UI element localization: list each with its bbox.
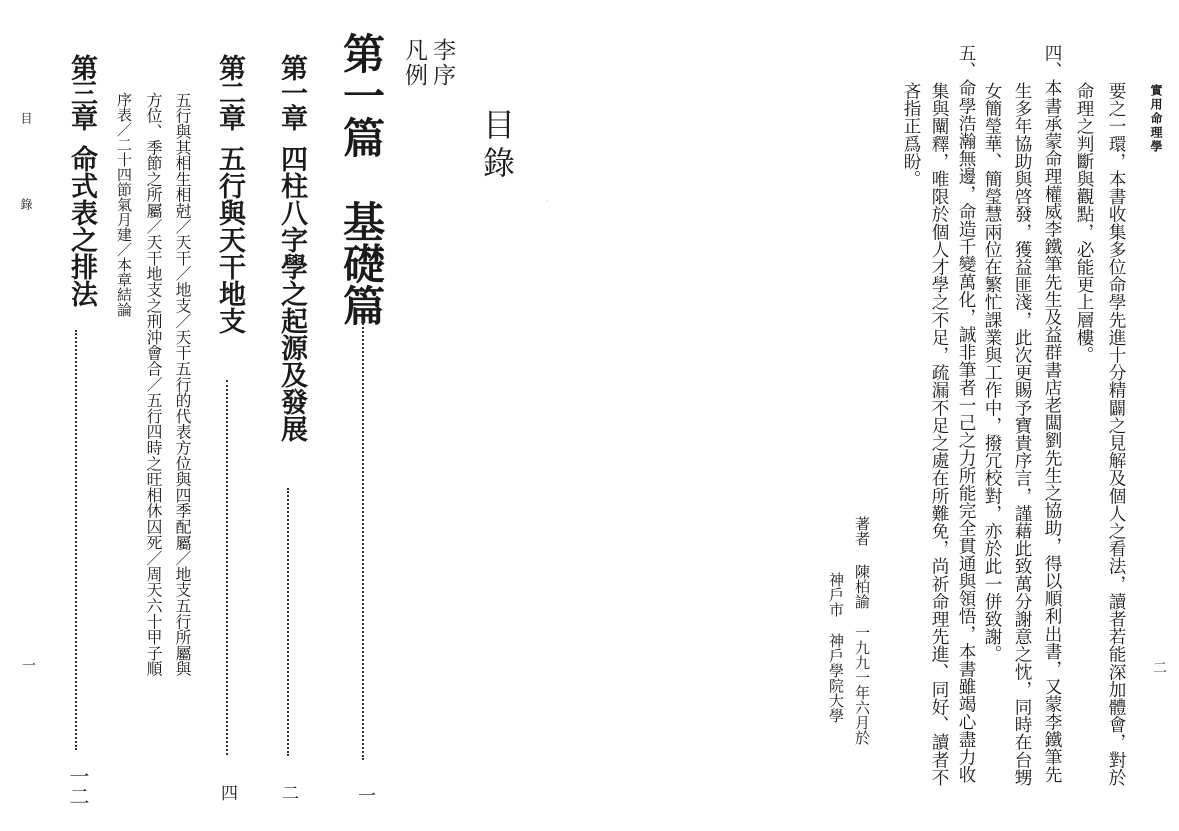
front-matter-lixu: 李序 — [429, 38, 455, 88]
preface-column-7: 集與闡釋，唯限於個人才學之不足，疏漏不足之處在所難免，尚祈命理先進、同好、讀者不 — [929, 82, 949, 786]
left-running-head: 目 錄 — [19, 112, 33, 240]
preface-column-4: 生多年協助與啓發，獲益匪淺，此次更賜予寶貴序言，謹藉此致萬分謝意之忱，同時在台甥 — [1012, 82, 1032, 786]
chapter-1-number: 第一章 — [276, 54, 307, 129]
chapter-3-heading — [62, 54, 101, 794]
front-matter-fanli: 凡例 — [401, 38, 427, 88]
left-page-number: 一 — [20, 658, 36, 672]
page-fold-mark: ˙ — [545, 200, 550, 211]
author-label: 著者 — [853, 516, 871, 546]
right-page-number: 二 — [1151, 660, 1167, 674]
author-name: 陳柏諭 — [853, 564, 871, 609]
right-running-head: 實用命理學 — [1149, 84, 1163, 154]
chapter-2-detail-line-1: 五行與其相生相尅／天干／地支／天干五行的代表方位與四季配屬／地支五行所屬與 — [173, 92, 192, 677]
chapter-1-leader-dots — [287, 488, 289, 756]
part-1-heading: 第一篇 基礎篇 — [337, 32, 386, 326]
toc-title: 目錄 — [478, 108, 516, 184]
signature-date: 一九九一年六月於 — [853, 625, 871, 745]
chapter-2-heading — [210, 54, 249, 334]
chapter-1-title: 四柱八字學之起源及發展 — [276, 145, 307, 442]
preface-column-6: 五、命學浩瀚無邊，命造千變萬化，誠非筆者一己之力所能完全貫通與領悟，本書雖竭心盡力收 — [956, 44, 976, 784]
chapter-2-detail-line-2: 方位、季節之所屬／天干地支之刑沖會合／五行四時之旺相休囚死／周天六十甲子順 — [144, 92, 163, 677]
preface-column-1: 要之一環，本書收集多位命學先進十分精闢之見解及個人之看法，讀者若能深加體會，對於 — [1106, 82, 1126, 786]
chapter-3-page: 一二 — [66, 766, 90, 806]
chapter-2-number: 第二章 — [214, 54, 245, 129]
part-1-page: 一 — [355, 786, 376, 804]
chapter-1-heading — [272, 54, 311, 442]
part-1-leader-dots — [362, 320, 364, 760]
chapter-3-title: 命式表之排法 — [66, 145, 97, 307]
chapter-2-leader-dots — [226, 380, 228, 755]
preface-column-2: 命理之判斷與觀點，必能更上層樓。 — [1074, 82, 1094, 364]
signature-place — [826, 572, 846, 723]
chapter-2-title: 五行與天干地支 — [214, 145, 245, 334]
place-name: 神戶學院大學 — [827, 633, 845, 723]
chapter-1-page: 二 — [278, 784, 298, 801]
preface-column-8: 吝指正爲盼。 — [901, 82, 921, 188]
chapter-3-number: 第三章 — [66, 54, 97, 129]
chapter-3-leader-dots — [75, 330, 77, 750]
preface-column-3: 四、本書承蒙命理權威李鐵筆先生及益群書店老闆劉先生之協助，得以順利出書，又蒙李鐵筆先 — [1042, 44, 1062, 784]
preface-column-5: 女簡瑩華、簡瑩慧兩位在繁忙課業與工作中，撥冗校對，亦於此一併致謝。 — [982, 82, 1002, 663]
chapter-2-page: 四 — [217, 784, 237, 801]
place-label: 神戶市 — [827, 572, 845, 617]
signature-author — [852, 516, 872, 745]
chapter-2-detail-line-3: 序表／二十四節氣月建／本章結論 — [115, 92, 133, 317]
